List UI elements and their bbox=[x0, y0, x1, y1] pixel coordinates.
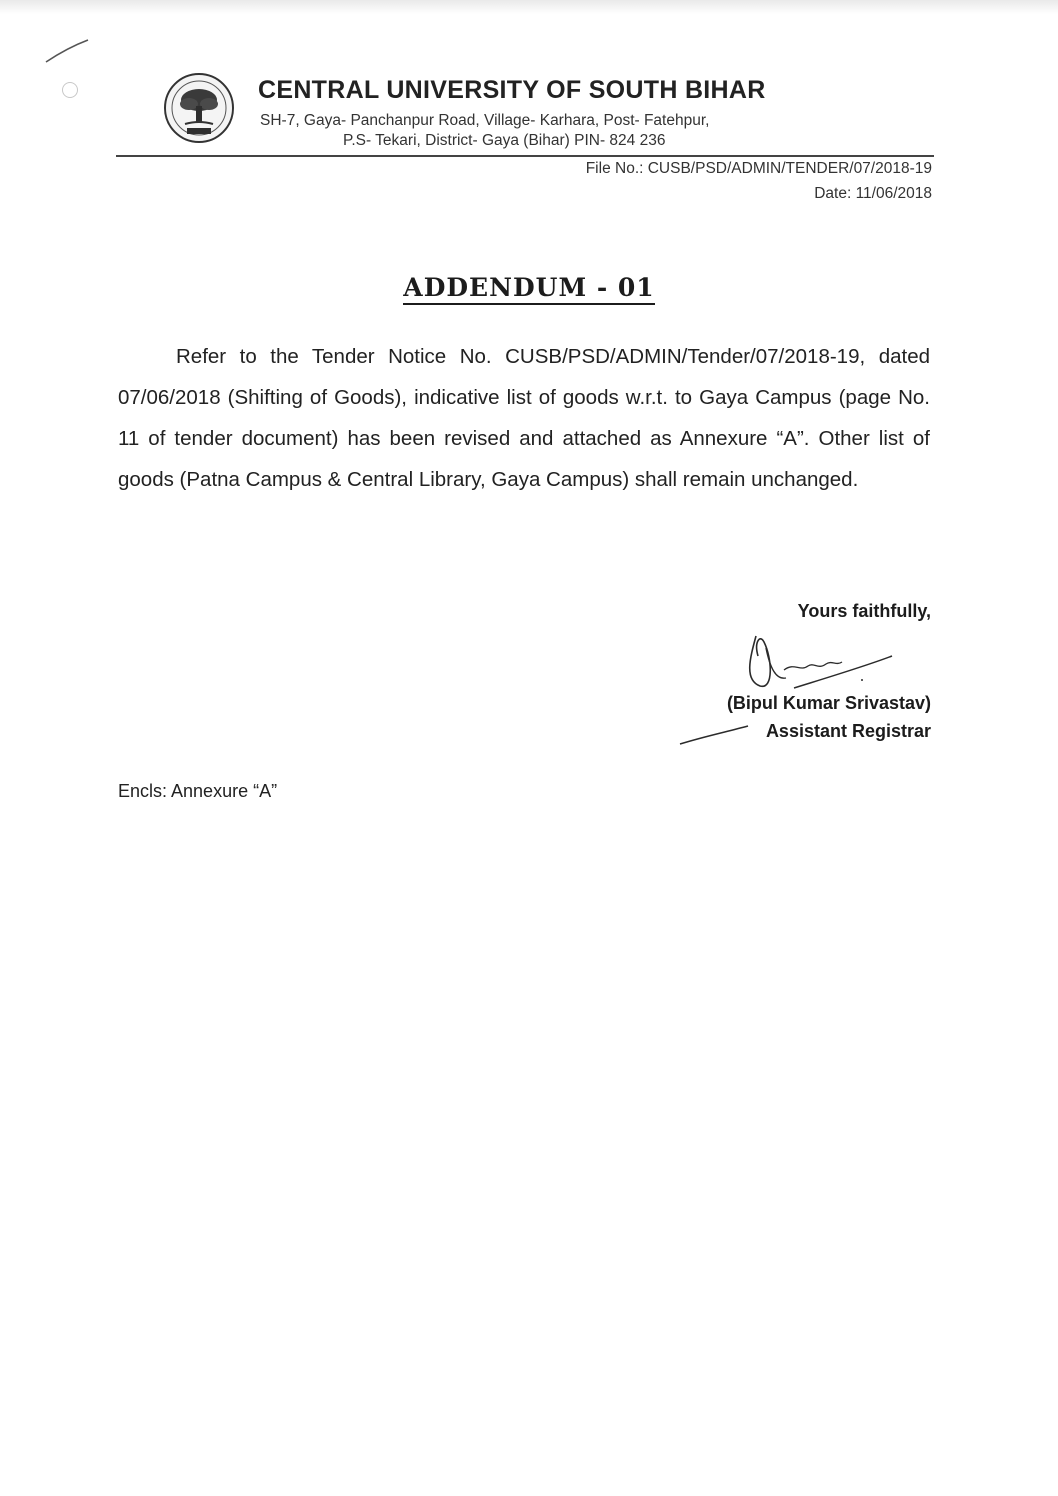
signatory-name: (Bipul Kumar Srivastav) bbox=[726, 693, 931, 713]
pen-stroke-icon bbox=[44, 36, 92, 66]
file-number: File No.: CUSB/PSD/ADMIN/TENDER/07/2018-19 bbox=[585, 160, 932, 177]
body-paragraph: Refer to the Tender Notice No. CUSB/PSD/ADMIN/Tender/07/2018-19, dated 07/06/2018 (Shifting of Goods), indicative list of goods w.r.t. to Gaya Campus (page No. 11 of tender document) has been revised and attached as Annexure “A”. Other list of goods (Patna Campus & Central Library, Gaya Campus) shall remain unchanged. bbox=[118, 345, 930, 491]
enclosure-note: Encls: Annexure “A” bbox=[118, 781, 278, 801]
document-title bbox=[0, 273, 1058, 302]
address-line-1: SH-7, Gaya- Panchanpur Road, Village- Karhara, Post- Fatehpur, bbox=[260, 112, 710, 129]
header-divider bbox=[116, 155, 934, 157]
document-title-text: ADDENDUM - 01 bbox=[403, 273, 654, 305]
closing-salutation: Yours faithfully, bbox=[797, 601, 931, 621]
signatory-designation: Assistant Registrar bbox=[765, 721, 931, 741]
scan-top-edge bbox=[0, 0, 1058, 14]
university-seal-tree-icon bbox=[163, 72, 235, 144]
university-name: CENTRAL UNIVERSITY OF SOUTH BIHAR bbox=[258, 76, 766, 104]
document-date: Date: 11/06/2018 bbox=[814, 185, 932, 202]
address-line-2: P.S- Tekari, District- Gaya (Bihar) PIN- 824 236 bbox=[343, 132, 666, 149]
punch-hole-mark bbox=[62, 82, 78, 98]
